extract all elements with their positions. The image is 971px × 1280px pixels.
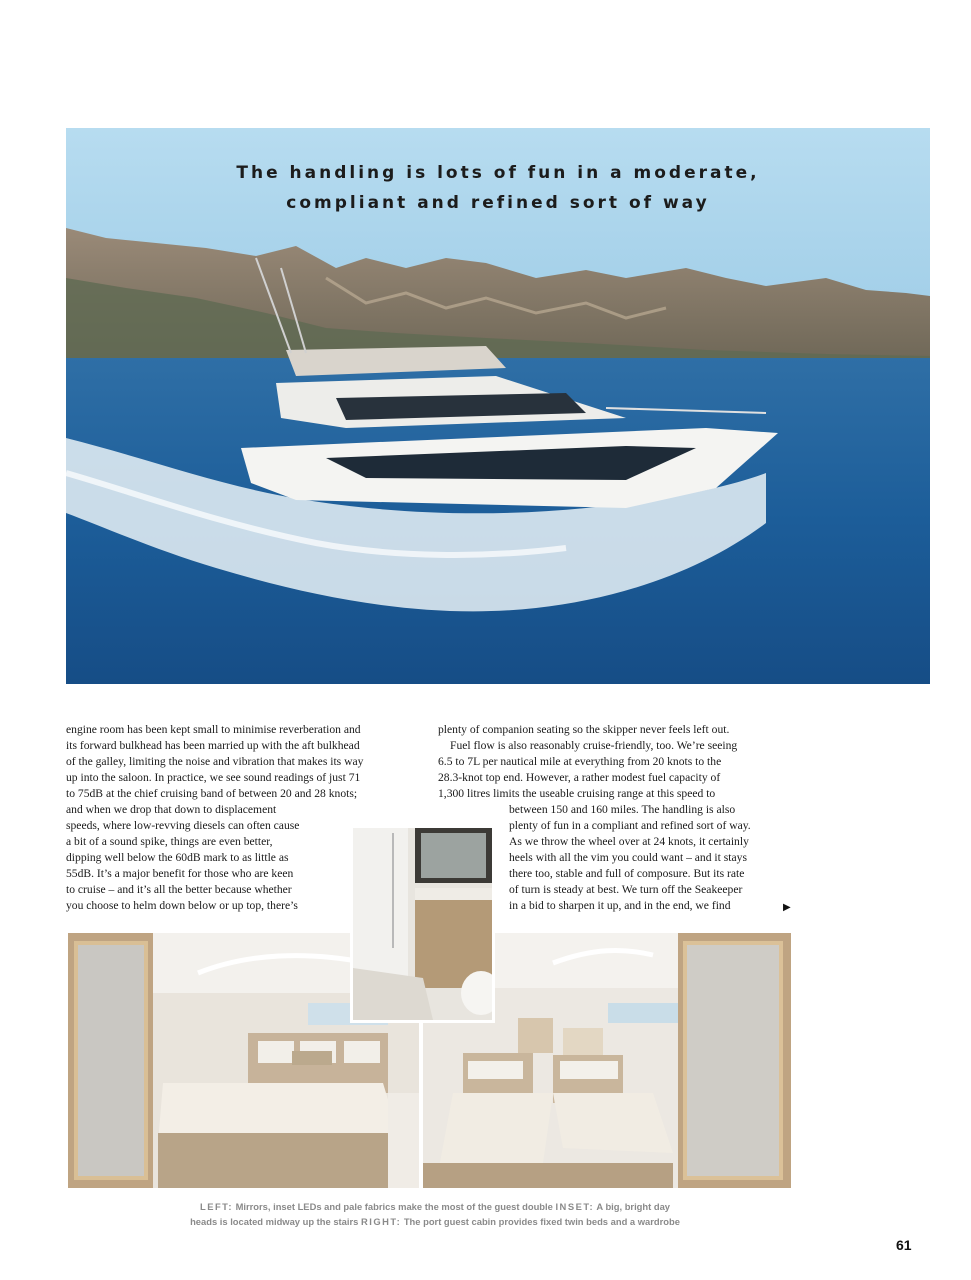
- body-line: engine room has been kept small to minimise reverberation and: [66, 723, 361, 736]
- pull-quote-line: compliant and refined sort of way: [286, 193, 710, 213]
- body-line: As we throw the wheel over at 24 knots, it certainly: [509, 835, 749, 848]
- caption-text-inset: A big, bright day: [594, 1201, 671, 1212]
- body-line: between 150 and 160 miles. The handling is also: [509, 803, 736, 816]
- page-number: 61: [896, 1237, 912, 1253]
- caption-label-left: LEFT:: [199, 1201, 233, 1212]
- caption-label-inset: INSET:: [555, 1201, 595, 1212]
- caption-text-inset-cont: heads is located midway up the stairs: [190, 1216, 361, 1227]
- pull-quote: [66, 158, 930, 218]
- body-line: 55dB. It’s a major benefit for those who are keen: [66, 867, 294, 880]
- body-line: there too, stable and full of composure. But its rate: [509, 867, 745, 880]
- body-line: up into the saloon. In practice, we see sound readings of just 71: [66, 771, 361, 784]
- body-line: 28.3-knot top end. However, a rather modest fuel capacity of: [438, 771, 721, 784]
- photo-day-heads: [350, 825, 495, 1023]
- body-line: of turn is steady at best. We turn off the Seakeeper: [509, 883, 743, 896]
- caption-label-right: RIGHT:: [360, 1216, 402, 1227]
- caption-text-left: Mirrors, inset LEDs and pale fabrics make the most of the guest double: [232, 1201, 556, 1212]
- body-line: its forward bulkhead has been married up with the aft bulkhead: [66, 739, 360, 752]
- body-line: you choose to helm down below or up top, there’s: [66, 899, 298, 912]
- continue-arrow-icon: ▶: [783, 902, 791, 913]
- body-line: and when we drop that down to displacement: [66, 803, 277, 816]
- body-line: Fuel flow is also reasonably cruise-friendly, too. We’re seeing: [450, 739, 738, 752]
- body-line: of the galley, limiting the noise and vibration that makes its way: [66, 755, 364, 768]
- body-line: heels with all the vim you could want – and it stays: [509, 851, 747, 864]
- day-heads-illustration: [353, 828, 492, 1020]
- body-line: in a bid to sharpen it up, and in the end, we find: [509, 899, 731, 912]
- body-column-left: [66, 722, 363, 914]
- hero-photo: [66, 128, 930, 684]
- body-line: speeds, where low-revving diesels can often cause: [66, 819, 300, 832]
- photo-caption: [100, 1199, 770, 1229]
- body-line: plenty of fun in a compliant and refined sort of way.: [509, 819, 751, 832]
- pull-quote-line: The handling is lots of fun in a moderate,: [236, 163, 760, 183]
- body-line: a bit of a sound spike, things are even better,: [66, 835, 273, 848]
- body-line: to cruise – and it’s all the better because whether: [66, 883, 292, 896]
- body-line: dipping well below the 60dB mark to as little as: [66, 851, 289, 864]
- body-line: plenty of companion seating so the skipper never feels left out.: [438, 723, 730, 736]
- body-line: to 75dB at the chief cruising band of between 20 and 28 knots;: [66, 787, 358, 800]
- caption-text-right: The port guest cabin provides fixed twin beds and a wardrobe: [401, 1216, 680, 1227]
- body-line: 6.5 to 7L per nautical mile at everything from 20 knots to the: [438, 755, 722, 768]
- body-line: 1,300 litres limits the useable cruising range at this speed to: [438, 787, 716, 800]
